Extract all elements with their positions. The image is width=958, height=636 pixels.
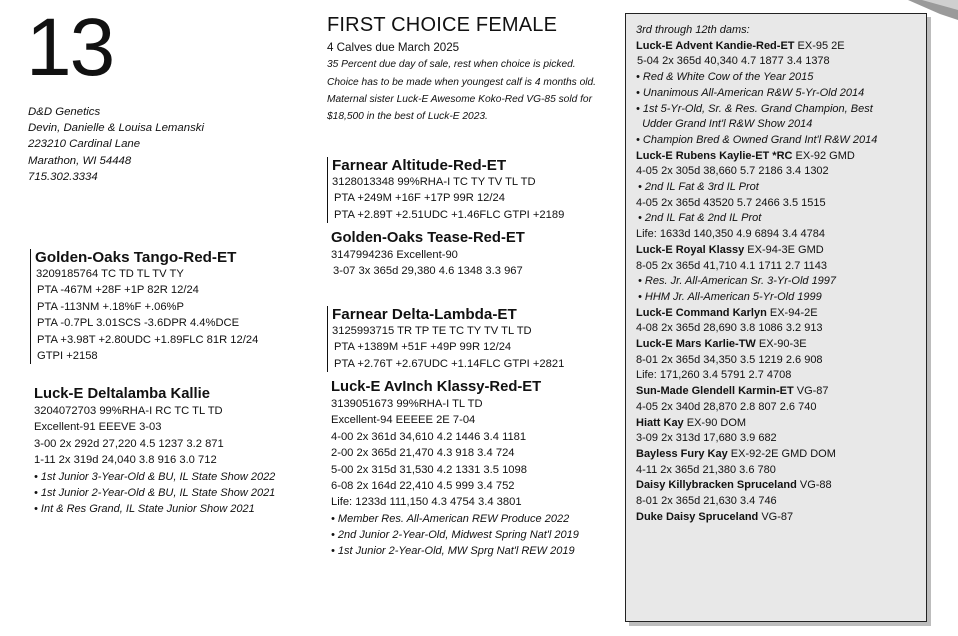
dam-name: Luck-E Command Karlyn [636, 306, 767, 319]
dam-entry-title [636, 510, 926, 526]
dam-entry-title [636, 306, 926, 322]
dam-award: • Unanimous All-American R&W 5-Yr-Old 2014 [636, 86, 865, 99]
dam-score: VG-87 [793, 385, 829, 398]
award-line: • 1st Junior 3-Year-Old & BU, IL State Show 2022 [34, 470, 276, 483]
dam-record: 4-11 2x 365d 21,380 3.6 780 [636, 463, 776, 476]
bull-line: 3125993715 TR TP TE TC TY TV TL TD [332, 325, 532, 337]
cow-line: 3147994236 Excellent-90 [331, 249, 458, 261]
bull-line: PTA +2.76T +2.67UDC +1.14FLC GTPI +2821 [334, 357, 565, 370]
bull-line: 3209185764 TC TD TL TV TY [36, 268, 184, 280]
dam-entry-title [636, 478, 926, 494]
lot-number: 13 [26, 2, 114, 93]
dam-record: 5-04 2x 365d 40,340 4.7 1877 3.4 1378 [637, 55, 830, 68]
dam-golden-oaks-tease [331, 230, 525, 280]
dam-score: EX-92-2E GMD DOM [727, 447, 836, 460]
lot-subtitle: 4 Calves due March 2025 [327, 41, 460, 54]
bull-line: PTA +3.98T +2.80UDC +1.89FLC 81R 12/24 [37, 333, 259, 346]
dam-record: 8-05 2x 365d 41,710 4.1 1711 2.7 1143 [636, 259, 828, 272]
dam-entry-title [636, 149, 926, 165]
dam-record: 8-01 2x 365d 34,350 3.5 1219 2.6 908 [636, 353, 823, 366]
award-line: • 1st Junior 2-Year-Old, MW Sprg Nat'l REW 2019 [331, 545, 575, 558]
dam-award: • HHM Jr. All-American 5-Yr-Old 1999 [638, 290, 822, 303]
consignor-name: D&D Genetics [28, 106, 101, 118]
dam-record: Life: 171,260 3.4 5791 2.7 4708 [636, 369, 792, 382]
description-line: Choice has to be made when youngest calf is 4 months old. [327, 76, 596, 88]
cow-line: 2-00 2x 365d 21,470 4.3 918 3.4 724 [331, 447, 515, 460]
consignor-city: Marathon, WI 54448 [28, 154, 132, 167]
lot-title: FIRST CHOICE FEMALE [327, 14, 558, 36]
dam-name: Bayless Fury Kay [636, 447, 728, 460]
bull-line: 3128013348 99%RHA-I TC TY TV TL TD [332, 176, 536, 188]
dam-entry-title [636, 416, 926, 432]
bull-line: PTA +1389M +51F +49P 99R 12/24 [334, 341, 512, 354]
bull-line: PTA -0.7PL 3.01SCS -3.6DPR 4.4%DCE [37, 317, 240, 330]
bull-line: GTPI +2158 [37, 350, 98, 363]
lot-description [327, 40, 627, 125]
dam-record: 4-05 2x 365d 43520 5.7 2466 3.5 1515 [636, 196, 826, 209]
cow-line: Life: 1233d 111,150 4.3 4754 3.4 3801 [331, 496, 522, 509]
dam-entry-title [636, 447, 926, 463]
dam-name: Hiatt Kay [636, 416, 684, 429]
dam-entry-title [636, 39, 926, 55]
bull-line: PTA -113NM +.18%F +.06%P [37, 300, 184, 313]
dams-heading: 3rd through 12th dams: [636, 24, 750, 36]
cow-name: Golden-Oaks Tease-Red-ET [331, 230, 525, 246]
consignor-info [28, 104, 204, 185]
cow-line: 1-11 2x 319d 24,040 3.8 916 3.0 712 [34, 454, 217, 467]
dam-score: VG-87 [758, 510, 794, 523]
sire-farnear-altitude [327, 157, 564, 223]
dam-entry-title [636, 243, 926, 259]
award-line: • Member Res. All-American REW Produce 2022 [331, 512, 570, 525]
bull-name: Farnear Delta-Lambda-ET [332, 306, 517, 323]
dam-avlnch-klassy [331, 379, 579, 559]
consignor-people: Devin, Danielle & Louisa Lemanski [28, 122, 205, 135]
dam-name: Daisy Killybracken Spruceland [636, 479, 797, 492]
sire-farnear-delta-lambda [327, 306, 564, 372]
dam-record: 3-09 2x 313d 17,680 3.9 682 [636, 432, 777, 445]
dam-entry-title [636, 337, 926, 353]
dam-name: Luck-E Royal Klassy [636, 243, 745, 256]
dam-award: • 1st 5-Yr-Old, Sr. & Res. Grand Champion, Best [636, 102, 873, 115]
bull-name: Golden-Oaks Tango-Red-ET [35, 249, 237, 266]
ancestor-dams-box [625, 13, 927, 622]
consignor-phone: 715.302.3334 [28, 170, 98, 183]
cow-line: 4-00 2x 361d 34,610 4.2 1446 3.4 1181 [331, 430, 527, 443]
dam-name: Luck-E Mars Karlie-TW [636, 338, 756, 351]
dam-score: EX-92 GMD [792, 149, 855, 162]
dam-score: EX-95 2E [794, 39, 845, 52]
dam-score: VG-88 [796, 479, 832, 492]
dam-name: Sun-Made Glendell Karmin-ET [636, 385, 794, 398]
sire-golden-oaks-tango [30, 249, 258, 364]
dam-award: • 2nd IL Fat & 2nd IL Prot [638, 212, 762, 225]
cow-line: 6-08 2x 164d 22,410 4.5 999 3.4 752 [331, 480, 515, 493]
consignor-address: 223210 Cardinal Lane [28, 138, 141, 151]
bull-line: PTA -467M +28F +1P 82R 12/24 [37, 284, 199, 297]
cow-line: Excellent-91 EEEVE 3-03 [34, 421, 162, 434]
dam-name: Luck-E Advent Kandie-Red-ET [636, 39, 795, 52]
cow-name: Luck-E Deltalamba Kallie [34, 386, 210, 402]
dam-score: EX-90 DOM [683, 416, 747, 429]
cow-line: 3139051673 99%RHA-I TL TD [331, 398, 483, 410]
award-line: • Int & Res Grand, IL State Junior Show 2021 [34, 503, 255, 516]
dam-name: Duke Daisy Spruceland [636, 510, 759, 523]
description-line: 35 Percent due day of sale, rest when choice is picked. [327, 59, 576, 71]
dam-award: • Red & White Cow of the Year 2015 [636, 71, 814, 84]
dam-award: • Champion Bred & Owned Grand Int'l R&W 2014 [636, 133, 878, 146]
bull-name: Farnear Altitude-Red-ET [332, 157, 507, 174]
description-line: $18,500 in the best of Luck-E 2023. [327, 111, 488, 123]
dam-award: • Res. Jr. All-American Sr. 3-Yr-Old 1997 [638, 275, 837, 288]
dam-deltalamba-kallie [34, 386, 275, 517]
award-line: • 2nd Junior 2-Year-Old, Midwest Spring Nat'l 2019 [331, 529, 579, 542]
dam-record: 4-08 2x 365d 28,690 3.8 1086 3.2 913 [636, 322, 823, 335]
cow-line: Excellent-94 EEEEE 2E 7-04 [331, 414, 476, 427]
dam-name: Luck-E Rubens Kaylie-ET *RC [636, 149, 793, 162]
cow-name: Luck-E AvInch Klassy-Red-ET [331, 379, 542, 395]
dam-entry-title [636, 384, 926, 400]
cow-line: 3204072703 99%RHA-I RC TC TL TD [34, 405, 223, 417]
dam-score: EX-94-3E GMD [744, 243, 824, 256]
bull-line: PTA +2.89T +2.51UDC +1.46FLC GTPI +2189 [334, 208, 565, 221]
cow-line: 3-07 3x 365d 29,380 4.6 1348 3.3 967 [333, 265, 523, 278]
cow-line: 3-00 2x 292d 27,220 4.5 1237 3.2 871 [34, 437, 224, 450]
dam-record: Life: 1633d 140,350 4.9 6894 3.4 4784 [636, 228, 826, 241]
bull-line: PTA +249M +16F +17P 99R 12/24 [334, 192, 505, 205]
dam-score: EX-94-2E [766, 306, 818, 319]
description-line: Maternal sister Luck-E Awesome Koko-Red VG-85 sold for [327, 93, 592, 105]
dam-award: • 2nd IL Fat & 3rd IL Prot [638, 181, 759, 194]
cow-line: 5-00 2x 315d 31,530 4.2 1331 3.5 1098 [331, 463, 527, 476]
dam-record: 8-01 2x 365d 21,630 3.4 746 [636, 495, 777, 508]
award-line: • 1st Junior 2-Year-Old & BU, IL State Show 2021 [34, 486, 276, 499]
dam-award: Udder Grand Int'l R&W Show 2014 [636, 118, 813, 131]
dam-record: 4-05 2x 305d 38,660 5.7 2186 3.4 1302 [636, 165, 829, 178]
dam-score: EX-90-3E [755, 338, 807, 351]
dam-record: 4-05 2x 340d 28,870 2.8 807 2.6 740 [636, 400, 817, 413]
